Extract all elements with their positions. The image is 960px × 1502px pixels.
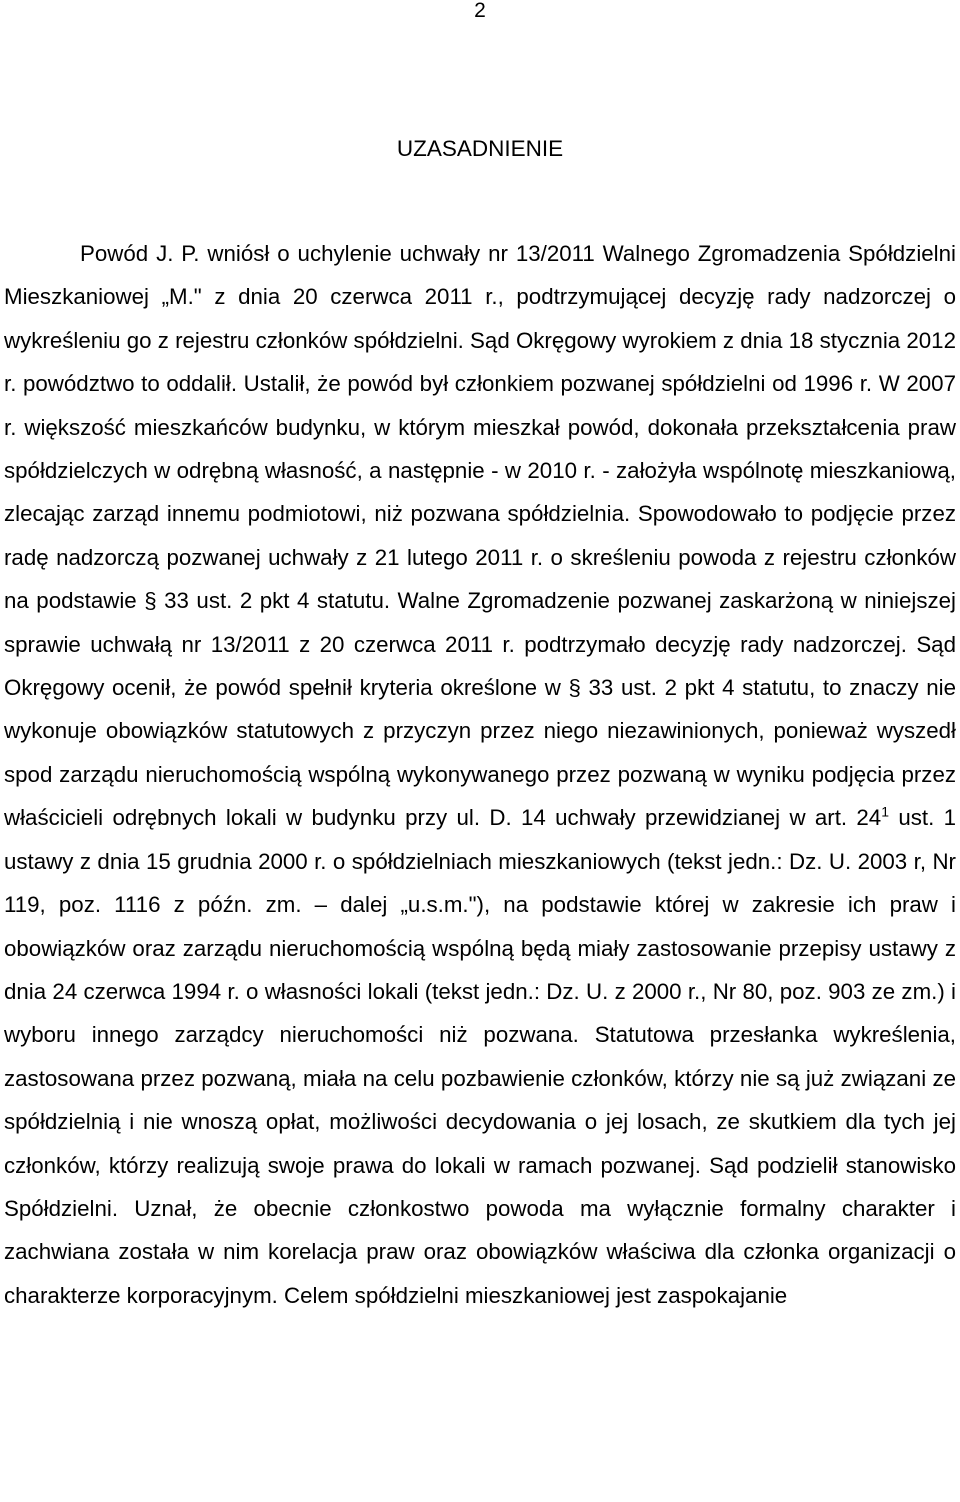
paragraph-text: Powód J. P. wniósł o uchylenie uchwały nr 13/2011 Walnego Zgromadzenia Spółdzielni Mieszkaniowej „M." z dnia 20 czerwca 2011 r., podtrzymującej decyzję rady nadzorczej o wykreśleniu go z rejestru członków spółdzielni. Sąd Okręgowy wyrokiem z dnia 18 stycznia 2012 r. powództwo to oddalił. Ustalił, że powód był członkiem pozwanej spółdzielni od 1996 r. W 2007 r. większość mieszkańców budynku, w którym mieszkał powód, dokonała przekształcenia praw spółdzielczych w odrębną własność, a następnie - w 2010 r. - założyła wspólnotę mieszkaniową, zlecając zarząd innemu podmiotowi, niż pozwana spółdzielnia. Spowodowało to podjęcie przez radę nadzorczą pozwanej uchwały z 21 lutego 2011 r. o skreśleniu powoda z rejestru członków na podstawie § 33 ust. 2 pkt 4 statutu. Walne Zgromadzenie pozwanej zaskarżoną w niniejszej sprawie uchwałą nr 13/2011 z 20 czerwca 2011 r. podtrzymało decyzję rady nadzorczej. Sąd Okręgowy ocenił, że powód spełnił kryteria określone w § 33 ust. 2 pkt 4 statutu, to znaczy nie wykonuje obowiązków statutowych z przyczyn przez niego niezawinionych, ponieważ wyszedł spod zarządu nieruchomością wspólną wykonywanego przez pozwaną w wyniku podjęcia przez właścicieli odrębnych lokali w budynku przy ul. D. 14 uchwały przewidzianej w art. 24 bbox=[4, 241, 956, 831]
paragraph-text-continued: ust. 1 ustawy z dnia 15 grudnia 2000 r. o spółdzielniach mieszkaniowych (tekst jedn.: Dz. U. 2003 r, Nr 119, poz. 1116 z późn. zm. – dalej „u.s.m."), na podstawie której w zakresie ich praw i obowiązków oraz zarządu nieruchomością wspólną będą miały zastosowanie przepisy ustawy z dnia 24 czerwca 1994 r. o własności lokali (tekst jedn.: Dz. U. z 2000 r., Nr 80, poz. 903 ze zm.) i wyboru innego zarządcy nieruchomości niż pozwana. Statutowa przesłanka wykreślenia, zastosowana przez pozwaną, miała na celu pozbawienie członków, którzy nie są już związani ze spółdzielnią i nie wnoszą opłat, możliwości decydowania o jej losach, ze skutkiem dla tych jej członków, którzy realizują swoje prawa do lokali w ramach pozwanej. Sąd podzielił stanowisko Spółdzielni. Uznał, że obecnie członkostwo powoda ma wyłącznie formalny charakter i zachwiana została w nim korelacja praw oraz obowiązków właściwa dla członka organizacji o charakterze korporacyjnym. Celem spółdzielni mieszkaniowej jest zaspokajanie bbox=[4, 805, 957, 1308]
document-heading: UZASADNIENIE bbox=[396, 136, 564, 161]
body-paragraph bbox=[4, 232, 956, 1317]
page-number: 2 bbox=[474, 0, 486, 22]
superscript-marker: 1 bbox=[881, 803, 890, 820]
